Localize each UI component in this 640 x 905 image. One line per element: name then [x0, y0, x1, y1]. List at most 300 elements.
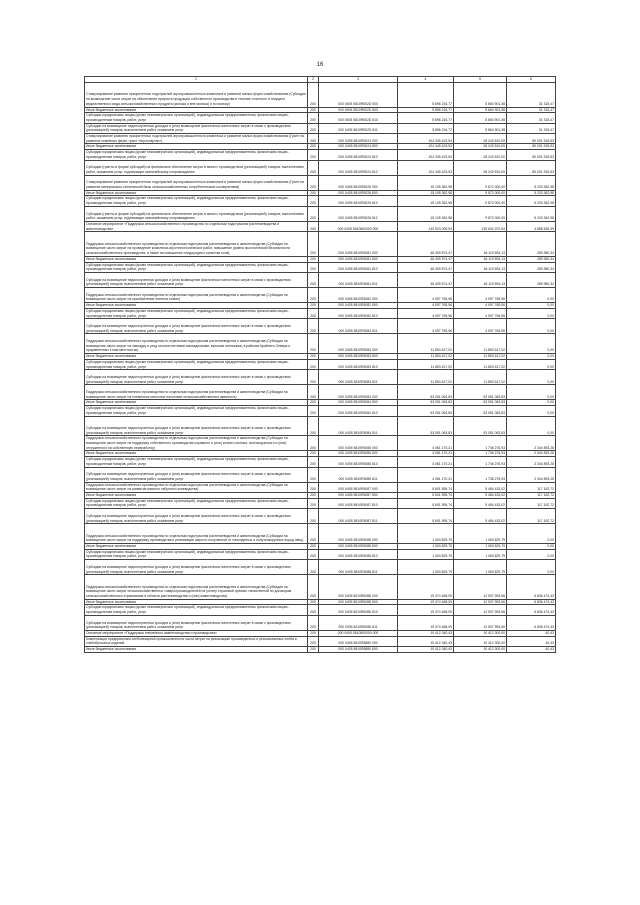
table-row — [85, 549, 556, 559]
row-executed-amount: 1 736 276,93 — [454, 457, 507, 467]
row-planned-amount: 19 374 468,09 — [398, 605, 454, 615]
row-executed-amount: 1 736 276,93 — [454, 436, 507, 451]
row-planned-amount: 4 081 170,21 — [398, 457, 454, 467]
table-row — [85, 232, 556, 257]
row-budget-code: 000 0405 5810R8880 800 — [319, 647, 398, 653]
row-unexecuted-amount: 5 233 362,98 — [507, 190, 556, 196]
row-executed-amount: 135 634 370,54 — [454, 221, 507, 231]
row-executed-amount: 53 051 063,83 — [454, 400, 507, 406]
row-budget-code: 000 0405 5810R502D 000 — [319, 83, 398, 108]
row-name: Иные бюджетные ассигнования — [85, 493, 308, 499]
row-planned-amount: 11 853 617,02 — [398, 354, 454, 360]
row-ministry-code: 200 — [308, 560, 319, 575]
table-row — [85, 370, 556, 385]
row-planned-amount: 4 097 765,96 — [398, 319, 454, 334]
row-unexecuted-amount: 0,00 — [507, 334, 556, 354]
row-unexecuted-amount: 6 836 474,43 — [507, 615, 556, 630]
row-unexecuted-amount: 0,00 — [507, 406, 556, 416]
row-planned-amount: 11 853 617,02 — [398, 334, 454, 354]
column-number: 2 — [308, 77, 319, 83]
row-executed-amount: 5 864 901,38 — [454, 83, 507, 108]
table-row — [85, 615, 556, 630]
row-ministry-code: 200 — [308, 615, 319, 630]
row-name: Поддержка сельскохозяйственного производства по отдельным подотраслям растениеводства и животноводства (Субсидии на возмещение части затрат на развитие мясного табунного коневодства) — [85, 482, 308, 492]
column-number: 4 — [398, 77, 454, 83]
row-unexecuted-amount: 0,00 — [507, 370, 556, 385]
row-name: Субсидии на возмещение недополученных доходов и (или) возмещение фактически понесенных затрат в связи с производством (реализацией) товаров, выполнением работ, оказанием услуг — [85, 416, 308, 436]
row-ministry-code: 200 — [308, 493, 319, 499]
row-name: Субсидии юридическим лицам (кроме некоммерческих организаций), индивидуальным предпринимателям, физическим лицам - производителям товаров, работ, услуг — [85, 406, 308, 416]
row-ministry-code: 200 — [308, 308, 319, 318]
row-budget-code: 000 0405 5810R5024 000 — [319, 134, 398, 144]
row-unexecuted-amount: 40,43 — [507, 647, 556, 653]
row-ministry-code: 200 — [308, 370, 319, 385]
row-name: Стимулирование развития приоритетных подотраслей агропромышленного комплекса и развитие малых форм хозяйствования (Грант на развитие материально-технической базы сельскохозяйственных потребительских кооперативов) — [85, 175, 308, 190]
row-executed-amount: 5 484 433,02 — [454, 493, 507, 499]
row-planned-amount: 5 896 216,77 — [398, 123, 454, 133]
row-ministry-code: 200 — [308, 288, 319, 303]
row-ministry-code: 200 — [308, 406, 319, 416]
row-budget-code: 000 0405 5810R5024 800 — [319, 144, 398, 150]
row-unexecuted-amount: 31 315,47 — [507, 123, 556, 133]
row-budget-code: 000 0405 5810R5082 811 — [319, 319, 398, 334]
table-row — [85, 385, 556, 400]
row-unexecuted-amount: 2 344 893,28 — [507, 467, 556, 482]
table-row — [85, 206, 556, 221]
row-executed-amount: 53 051 063,83 — [454, 385, 507, 400]
row-budget-code: 000 0405 5810R5081 000 — [319, 232, 398, 257]
row-name: Иные бюджетные ассигнования — [85, 303, 308, 309]
row-unexecuted-amount: 40,43 — [507, 636, 556, 646]
row-planned-amount: 11 853 617,02 — [398, 359, 454, 369]
row-planned-amount: 5 601 595,74 — [398, 498, 454, 508]
row-unexecuted-amount: 117 162,72 — [507, 509, 556, 524]
row-planned-amount: 46 409 574,47 — [398, 256, 454, 262]
row-unexecuted-amount: 0,00 — [507, 354, 556, 360]
row-budget-code: 000 0405 5810R502D 800 — [319, 107, 398, 113]
row-budget-code: 000 0405 5810R5081 810 — [319, 262, 398, 272]
row-ministry-code: 200 — [308, 150, 319, 160]
row-executed-amount: 46 119 594,13 — [454, 262, 507, 272]
row-budget-code: 000 0405 5810R5082 000 — [319, 288, 398, 303]
row-planned-amount: 53 051 063,83 — [398, 406, 454, 416]
row-executed-amount: 5 484 433,02 — [454, 509, 507, 524]
row-budget-code: 000 0405 5810R508Б 800 — [319, 599, 398, 605]
row-budget-code: 000 0405 5810R502D 811 — [319, 123, 398, 133]
row-budget-code: 000 0405 5810R5026 812 — [319, 206, 398, 221]
row-executed-amount: 1 063 829,79 — [454, 560, 507, 575]
row-planned-amount: 5 896 216,77 — [398, 83, 454, 108]
row-unexecuted-amount: 2 344 893,28 — [507, 436, 556, 451]
row-budget-code: 000 0405 5810R5083 810 — [319, 359, 398, 369]
row-ministry-code: 200 — [308, 334, 319, 354]
table-row — [85, 113, 556, 123]
row-ministry-code: 200 — [308, 359, 319, 369]
row-planned-amount: 53 051 063,83 — [398, 385, 454, 400]
row-planned-amount: 5 601 595,74 — [398, 509, 454, 524]
row-executed-amount: 46 119 594,13 — [454, 272, 507, 287]
row-budget-code: 000 0405 5810R5082 800 — [319, 303, 398, 309]
column-number: 1 — [85, 77, 308, 83]
row-executed-amount: 5 864 901,38 — [454, 107, 507, 113]
row-unexecuted-amount: 289 980,34 — [507, 272, 556, 287]
row-name: Субсидии юридическим лицам (кроме некоммерческих организаций), индивидуальным предпринимателям, физическим лицам - производителям товаров, работ, услуг — [85, 457, 308, 467]
row-executed-amount: 11 853 617,02 — [454, 354, 507, 360]
row-name: Субсидии (гранты в форме субсидий) на финансовое обеспечение затрат в связи с производством (реализацией) товаров, выполнением работ, оказанием услуг, подлежащие казначейскому сопровождению — [85, 206, 308, 221]
row-planned-amount: 104 345 423,53 — [398, 134, 454, 144]
row-planned-amount: 46 409 574,47 — [398, 232, 454, 257]
row-name: Субсидии юридическим лицам (кроме некоммерческих организаций), индивидуальным предпринимателям, физическим лицам - производителям товаров, работ, услуг — [85, 549, 308, 559]
column-number: 3 — [319, 77, 398, 83]
row-name: Субсидии юридическим лицам (кроме некоммерческих организаций), индивидуальным предпринимателям, физическим лицам - производителям товаров, работ, услуг — [85, 262, 308, 272]
row-executed-amount: 11 853 617,02 — [454, 370, 507, 385]
column-number: 6 — [507, 77, 556, 83]
row-unexecuted-amount: 0,00 — [507, 308, 556, 318]
row-ministry-code: 200 — [308, 272, 319, 287]
row-executed-amount: 28 243 510,00 — [454, 144, 507, 150]
row-ministry-code: 200 — [308, 647, 319, 653]
row-unexecuted-amount: 0,00 — [507, 319, 556, 334]
row-unexecuted-amount: 0,00 — [507, 288, 556, 303]
row-name: Субсидии на возмещение недополученных доходов и (или) возмещение фактически понесенных затрат в связи с производством (реализацией) товаров, выполнением работ, оказанием услуг — [85, 615, 308, 630]
row-name: Субсидии (гранты в форме субсидий) на финансовое обеспечение затрат в связи с производством (реализацией) товаров, выполнением работ, оказанием услуг, подлежащие казначейскому сопровождению — [85, 160, 308, 175]
row-ministry-code: 200 — [308, 221, 319, 231]
row-planned-amount: 4 081 170,21 — [398, 436, 454, 451]
row-ministry-code: 200 — [308, 190, 319, 196]
table-row — [85, 560, 556, 575]
row-name: Основное мероприятие «Поддержка племенного животноводства и производства» — [85, 630, 308, 636]
row-name: Субсидии на возмещение недополученных доходов и (или) возмещение фактически понесенных затрат в связи с производством (реализацией) товаров, выполнением работ, оказанием услуг — [85, 319, 308, 334]
table-row — [85, 605, 556, 615]
table-row — [85, 134, 556, 144]
row-budget-code: 000 0405 5810R5026 810 — [319, 196, 398, 206]
row-name: Основное мероприятие «Поддержка сельскохозяйственного производства по отдельным подотраслям растениеводства и животноводства» — [85, 221, 308, 231]
page-number: 16 — [316, 62, 324, 68]
row-executed-amount: 46 119 594,13 — [454, 232, 507, 257]
row-ministry-code: 200 — [308, 416, 319, 436]
row-unexecuted-amount: 0,00 — [507, 385, 556, 400]
table-row — [85, 509, 556, 524]
row-executed-amount: 10 412 300,00 — [454, 636, 507, 646]
row-name: Иные бюджетные ассигнования — [85, 647, 308, 653]
row-unexecuted-amount: 31 315,47 — [507, 107, 556, 113]
row-planned-amount: 10 412 340,43 — [398, 636, 454, 646]
row-budget-code: 000 0405 5810R5024 812 — [319, 160, 398, 175]
row-unexecuted-amount: 31 315,47 — [507, 113, 556, 123]
row-unexecuted-amount: 0,00 — [507, 560, 556, 575]
row-unexecuted-amount: 0,00 — [507, 416, 556, 436]
row-planned-amount: 1 063 829,79 — [398, 544, 454, 550]
budget-execution-table — [84, 76, 556, 653]
row-name: Поддержка сельскохозяйственного производства по отдельным подотраслям растениеводства и животноводства (Субсидии на возмещение части затрат сельскохозяйственных товаропроизводителей на уплату страховой премии, начисленной по договорам сельскохозяйственного страхования в области растениеводства и (или) животноводства) — [85, 575, 308, 600]
row-executed-amount: 11 853 617,02 — [454, 359, 507, 369]
row-budget-code: 000 0405 5810R5026 800 — [319, 190, 398, 196]
row-budget-code: 000 0405 5810R5087 811 — [319, 509, 398, 524]
table-row — [85, 647, 556, 653]
row-budget-code: 000 0405 5810R5087 810 — [319, 498, 398, 508]
row-executed-amount: 53 051 063,83 — [454, 416, 507, 436]
row-executed-amount: 5 484 433,02 — [454, 498, 507, 508]
row-unexecuted-amount: 2 344 893,28 — [507, 451, 556, 457]
table-row — [85, 416, 556, 436]
row-executed-amount: 1 063 829,79 — [454, 549, 507, 559]
row-planned-amount: 15 105 362,98 — [398, 196, 454, 206]
row-name: Поддержка сельскохозяйственного производства по отдельным подотраслям растениеводства и животноводства (Субсидии на возмещение части затрат на поддержку производства и реализации шерсти, полученной от тонкорунных и полутонкорунных пород овец) — [85, 524, 308, 544]
row-ministry-code: 200 — [308, 232, 319, 257]
row-budget-code: 000 0405 5810R5083 811 — [319, 370, 398, 385]
row-name: Субсидии юридическим лицам (кроме некоммерческих организаций), индивидуальным предпринимателям, физическим лицам - производителям товаров, работ, услуг — [85, 605, 308, 615]
row-budget-code: 000 0405 5810800000 000 — [319, 630, 398, 636]
row-unexecuted-amount: 80 001 915,53 — [507, 160, 556, 175]
row-planned-amount: 5 601 595,74 — [398, 493, 454, 499]
row-name: Субсидии юридическим лицам (кроме некоммерческих организаций), индивидуальным предпринимателям, физическим лицам - производителям товаров, работ, услуг — [85, 113, 308, 123]
row-ministry-code: 200 — [308, 319, 319, 334]
row-ministry-code: 200 — [308, 605, 319, 615]
row-budget-code: 000 0405 5810R5086 810 — [319, 457, 398, 467]
row-executed-amount: 1 063 829,79 — [454, 544, 507, 550]
row-name: Поддержка сельскохозяйственного производства по отдельным подотраслям растениеводства и животноводства (Субсидии на возмещение части затрат на приобретение элитных семян) — [85, 288, 308, 303]
table-row — [85, 457, 556, 467]
row-ministry-code: 200 — [308, 123, 319, 133]
table-row — [85, 406, 556, 416]
row-planned-amount: 4 097 765,96 — [398, 288, 454, 303]
row-ministry-code: 200 — [308, 436, 319, 451]
row-name: Иные бюджетные ассигнования — [85, 144, 308, 150]
row-executed-amount: 12 537 993,66 — [454, 575, 507, 600]
table-row — [85, 467, 556, 482]
row-executed-amount: 10 412 300,00 — [454, 630, 507, 636]
row-executed-amount: 9 872 000,00 — [454, 206, 507, 221]
row-planned-amount: 15 105 362,98 — [398, 190, 454, 196]
row-ministry-code: 200 — [308, 451, 319, 457]
row-budget-code: 000 0405 5810R5087 800 — [319, 493, 398, 499]
row-planned-amount: 1 063 829,79 — [398, 549, 454, 559]
row-planned-amount: 46 409 574,47 — [398, 272, 454, 287]
row-planned-amount: 1 063 829,79 — [398, 560, 454, 575]
table-row — [85, 83, 556, 108]
row-ministry-code: 200 — [308, 575, 319, 600]
row-planned-amount: 53 051 063,83 — [398, 400, 454, 406]
row-ministry-code: 200 — [308, 385, 319, 400]
table-row — [85, 334, 556, 354]
row-planned-amount: 104 345 423,53 — [398, 150, 454, 160]
row-name: Компенсация предприятиям хлебопекарной промышленности части затрат на реализацию произведенных и реализованных хлеба и хлебобулочных изделий — [85, 636, 308, 646]
row-name: Субсидии юридическим лицам (кроме некоммерческих организаций), индивидуальным предпринимателям, физическим лицам - производителям товаров, работ, услуг — [85, 196, 308, 206]
row-executed-amount: 28 243 510,00 — [454, 150, 507, 160]
row-name: Субсидии на возмещение недополученных доходов и (или) возмещение фактически понесенных затрат в связи с производством (реализацией) товаров, выполнением работ, оказанием услуг — [85, 370, 308, 385]
table-row — [85, 436, 556, 451]
row-ministry-code: 200 — [308, 599, 319, 605]
row-executed-amount: 4 097 765,96 — [454, 288, 507, 303]
row-budget-code: 000 0405 5810R5088 800 — [319, 544, 398, 550]
row-ministry-code: 200 — [308, 544, 319, 550]
row-planned-amount: 10 412 340,43 — [398, 647, 454, 653]
row-planned-amount: 19 374 468,09 — [398, 575, 454, 600]
row-ministry-code: 200 — [308, 509, 319, 524]
row-ministry-code: 200 — [308, 498, 319, 508]
row-planned-amount: 10 412 340,43 — [398, 630, 454, 636]
row-unexecuted-amount: 80 001 915,53 — [507, 144, 556, 150]
row-unexecuted-amount: 289 980,34 — [507, 262, 556, 272]
row-unexecuted-amount: 289 980,34 — [507, 232, 556, 257]
row-budget-code: 000 0405 5810R5084 000 — [319, 385, 398, 400]
row-budget-code: 000 0405 5810R5083 000 — [319, 334, 398, 354]
table-row — [85, 262, 556, 272]
row-unexecuted-amount: 0,00 — [507, 303, 556, 309]
row-unexecuted-amount: 0,00 — [507, 549, 556, 559]
row-name: Субсидии на возмещение недополученных доходов и (или) возмещение фактически понесенных затрат в связи с производством (реализацией) товаров, выполнением работ, оказанием услуг — [85, 560, 308, 575]
row-unexecuted-amount: 0,00 — [507, 524, 556, 544]
row-unexecuted-amount: 6 836 474,43 — [507, 575, 556, 600]
row-ministry-code: 200 — [308, 549, 319, 559]
row-unexecuted-amount: 117 162,72 — [507, 498, 556, 508]
row-executed-amount: 28 243 510,00 — [454, 134, 507, 144]
row-unexecuted-amount: 117 162,72 — [507, 493, 556, 499]
row-ministry-code: 200 — [308, 196, 319, 206]
row-budget-code: 000 0405 5810R5086 800 — [319, 451, 398, 457]
row-name: Субсидии юридическим лицам (кроме некоммерческих организаций), индивидуальным предпринимателям, физическим лицам - производителям товаров, работ, услуг — [85, 308, 308, 318]
row-executed-amount: 1 736 276,93 — [454, 451, 507, 457]
row-planned-amount: 104 345 423,53 — [398, 160, 454, 175]
row-name: Иные бюджетные ассигнования — [85, 451, 308, 457]
row-unexecuted-amount: 2 344 893,28 — [507, 457, 556, 467]
row-executed-amount: 9 872 000,00 — [454, 175, 507, 190]
row-executed-amount: 10 412 300,00 — [454, 647, 507, 653]
row-budget-code: 000 0405 5810R508Б 000 — [319, 575, 398, 600]
row-name: Иные бюджетные ассигнования — [85, 256, 308, 262]
row-ministry-code: 200 — [308, 630, 319, 636]
table-row — [85, 123, 556, 133]
row-executed-amount: 12 537 993,66 — [454, 599, 507, 605]
row-ministry-code: 200 — [308, 160, 319, 175]
row-ministry-code: 200 — [308, 256, 319, 262]
row-unexecuted-amount: 80 001 915,53 — [507, 134, 556, 144]
table-row — [85, 308, 556, 318]
row-executed-amount: 11 853 617,02 — [454, 334, 507, 354]
row-planned-amount: 1 063 829,79 — [398, 524, 454, 544]
table-row — [85, 498, 556, 508]
row-executed-amount: 9 872 000,00 — [454, 190, 507, 196]
table-row — [85, 160, 556, 175]
row-executed-amount: 46 119 594,13 — [454, 256, 507, 262]
row-executed-amount: 5 864 901,38 — [454, 113, 507, 123]
row-planned-amount: 5 896 216,77 — [398, 107, 454, 113]
table-row — [85, 524, 556, 544]
table-row — [85, 150, 556, 160]
row-planned-amount: 140 523 005,93 — [398, 221, 454, 231]
row-executed-amount: 28 243 510,00 — [454, 160, 507, 175]
row-ministry-code: 200 — [308, 457, 319, 467]
row-planned-amount: 5 896 216,77 — [398, 113, 454, 123]
row-ministry-code: 200 — [308, 467, 319, 482]
row-budget-code: 000 0405 5810R5083 800 — [319, 354, 398, 360]
row-budget-code: 000 0405 5810R5088 811 — [319, 560, 398, 575]
row-budget-code: 000 0405 5810R5081 811 — [319, 272, 398, 287]
row-executed-amount: 1 736 276,93 — [454, 467, 507, 482]
row-planned-amount: 15 105 362,98 — [398, 175, 454, 190]
row-executed-amount: 5 864 901,38 — [454, 123, 507, 133]
table-row — [85, 319, 556, 334]
row-planned-amount: 46 409 574,47 — [398, 262, 454, 272]
row-planned-amount: 53 051 063,83 — [398, 416, 454, 436]
row-budget-code: 000 0405 5810R5088 000 — [319, 524, 398, 544]
row-budget-code: 000 0405 5810R5088 810 — [319, 549, 398, 559]
row-name: Субсидии на возмещение недополученных доходов и (или) возмещение фактически понесенных затрат в связи с производством (реализацией) товаров, выполнением работ, оказанием услуг — [85, 509, 308, 524]
row-ministry-code: 200 — [308, 262, 319, 272]
row-executed-amount: 12 537 993,66 — [454, 605, 507, 615]
row-unexecuted-amount: 117 162,72 — [507, 482, 556, 492]
row-name: Субсидии юридическим лицам (кроме некоммерческих организаций), индивидуальным предпринимателям, физическим лицам - производителям товаров, работ, услуг — [85, 498, 308, 508]
row-budget-code: 000 0405 5810R5086 811 — [319, 467, 398, 482]
row-unexecuted-amount: 5 233 362,98 — [507, 175, 556, 190]
row-executed-amount: 12 537 993,66 — [454, 615, 507, 630]
row-name: Поддержка сельскохозяйственного производства по отдельным подотраслям растениеводства и животноводства (Субсидии на возмещение части затрат на закладку и уход за многолетними насаждениями, включая питомники, в районах Крайнего Севера и приравненных к ним местностях) — [85, 334, 308, 354]
table-row — [85, 359, 556, 369]
table-row — [85, 636, 556, 646]
row-unexecuted-amount: 6 836 474,43 — [507, 599, 556, 605]
row-unexecuted-amount: 0,00 — [507, 359, 556, 369]
row-name: Поддержка сельскохозяйственного производства по отдельным подотраслям растениеводства и животноводства (Субсидии на возмещение части затрат на племенное маточное поголовье сельскохозяйственных животных) — [85, 385, 308, 400]
row-unexecuted-amount: 40,43 — [507, 630, 556, 636]
row-executed-amount: 1 063 829,79 — [454, 524, 507, 544]
row-ministry-code: 200 — [308, 400, 319, 406]
row-budget-code: 000 0405 5810R5084 811 — [319, 416, 398, 436]
row-unexecuted-amount: 289 980,34 — [507, 256, 556, 262]
row-executed-amount: 4 097 765,96 — [454, 308, 507, 318]
row-unexecuted-amount: 80 001 915,53 — [507, 150, 556, 160]
row-unexecuted-amount: 6 836 474,43 — [507, 605, 556, 615]
row-name: Иные бюджетные ассигнования — [85, 190, 308, 196]
row-budget-code: 000 0405 5810R5084 810 — [319, 406, 398, 416]
row-planned-amount: 4 081 170,21 — [398, 451, 454, 457]
row-budget-code: 000 0405 5810R5024 810 — [319, 150, 398, 160]
table-row — [85, 272, 556, 287]
row-planned-amount: 11 853 617,02 — [398, 370, 454, 385]
row-name: Иные бюджетные ассигнования — [85, 544, 308, 550]
row-name: Поддержка сельскохозяйственного производства по отдельным подотраслям растениеводства и животноводства (Субсидии на возмещение части затрат на поддержку собственного производства коровьего и (или) козьего молока, скотоводческого и (или) отгруженного на собственную переработку) — [85, 436, 308, 451]
row-name: Иные бюджетные ассигнования — [85, 599, 308, 605]
row-planned-amount: 15 105 362,98 — [398, 206, 454, 221]
row-executed-amount: 53 051 063,83 — [454, 406, 507, 416]
row-budget-code: 000 0405 5810600000 000 — [319, 221, 398, 231]
row-budget-code: 000 0405 5810R508Б 811 — [319, 615, 398, 630]
row-planned-amount: 19 374 468,09 — [398, 615, 454, 630]
row-ministry-code: 200 — [308, 303, 319, 309]
row-planned-amount: 4 097 765,96 — [398, 303, 454, 309]
row-name: Субсидии на возмещение недополученных доходов и (или) возмещение фактически понесенных затрат в связи с производством (реализацией) товаров, выполнением работ, оказанием услуг — [85, 467, 308, 482]
row-budget-code: 000 0405 5810R5081 800 — [319, 256, 398, 262]
row-ministry-code: 200 — [308, 206, 319, 221]
row-executed-amount: 5 484 433,02 — [454, 482, 507, 492]
row-unexecuted-amount: 5 233 362,98 — [507, 206, 556, 221]
row-ministry-code: 200 — [308, 144, 319, 150]
row-ministry-code: 200 — [308, 175, 319, 190]
row-executed-amount: 4 097 765,96 — [454, 303, 507, 309]
row-unexecuted-amount: 5 233 362,98 — [507, 196, 556, 206]
row-planned-amount: 19 374 468,09 — [398, 599, 454, 605]
table-row — [85, 288, 556, 303]
row-unexecuted-amount: 4 888 635,39 — [507, 221, 556, 231]
row-ministry-code: 200 — [308, 524, 319, 544]
row-budget-code: 000 0405 5810R5086 000 — [319, 436, 398, 451]
row-unexecuted-amount: 0,00 — [507, 544, 556, 550]
row-budget-code: 000 0405 5810R508Б 810 — [319, 605, 398, 615]
row-name: Иные бюджетные ассигнования — [85, 400, 308, 406]
row-planned-amount: 4 097 765,96 — [398, 308, 454, 318]
row-ministry-code: 200 — [308, 83, 319, 108]
row-unexecuted-amount: 31 315,47 — [507, 83, 556, 108]
row-ministry-code: 200 — [308, 482, 319, 492]
